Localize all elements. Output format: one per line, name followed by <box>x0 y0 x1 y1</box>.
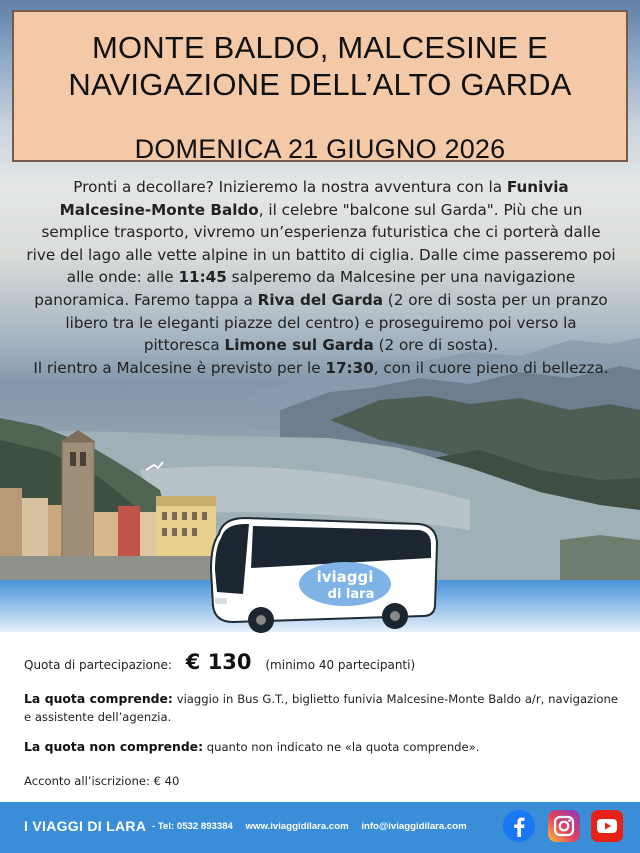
bus-illustration <box>205 510 445 638</box>
youtube-icon[interactable] <box>590 809 624 843</box>
bus-logo <box>299 562 391 606</box>
intro-text-3: salperemo da Malcesine per una navigazione panoramica. Faremo tappa a <box>34 268 576 309</box>
intro-paragraph <box>26 176 616 379</box>
event-date: DOMENICA 21 GIUGNO 2026 <box>134 134 506 164</box>
excludes-label: La quota non comprende: <box>24 739 204 754</box>
title-banner <box>12 10 628 162</box>
excludes-text: quanto non indicato ne «la quota comprende». <box>203 740 480 754</box>
title-line-1: MONTE BALDO, MALCESINE E <box>91 30 549 65</box>
bus-logo-line-1: iviaggi <box>316 568 374 586</box>
intro-highlight-funivia: Funivia Malcesine-Monte Baldo <box>59 178 569 219</box>
footer <box>0 802 640 853</box>
intro-highlight-departure-time: 11:45 <box>178 268 227 287</box>
website-link[interactable]: www.iviaggidilara.com <box>245 821 349 832</box>
title-line-2: NAVIGAZIONE DELL’ALTO GARDA <box>68 67 572 102</box>
contact-info <box>152 821 477 832</box>
deposit-text: Acconto all’iscrizione: € 40 <box>24 774 180 788</box>
intro-text-5: (2 ore di sosta). <box>373 336 499 355</box>
email-link[interactable]: info@iviaggidilara.com <box>361 821 467 832</box>
intro-text-2: , il celebre "balcone sul Garda". Più che un semplice trasporto, vivremo un’esperienza futuristica che ci porterà dalle rive del lago alle vette alpine in un battito di ciglia. Dalle cime passeremo poi alle onde: alle <box>26 200 616 287</box>
intro-text-1: Pronti a decollare? Inizieremo la nostra avventura con la <box>73 178 507 196</box>
price-row <box>24 650 618 674</box>
intro-highlight-limone: Limone sul Garda <box>224 336 374 355</box>
bus-logo-line-2: di lara <box>327 587 375 602</box>
price-note: (minimo 40 partecipanti) <box>265 658 416 672</box>
excludes-section <box>24 738 618 756</box>
price-label: Quota di partecipazione: <box>24 658 172 672</box>
price-amount: € 130 <box>185 650 252 674</box>
intro-text-4: (2 ore di sosta per un pranzo libero tra le eleganti piazze del centro) e proseguiremo poi verso la pittoresca <box>65 290 608 355</box>
includes-section <box>24 690 618 726</box>
phone-number[interactable]: - Tel: 0532 893384 <box>152 821 233 832</box>
includes-text: viaggio in Bus G.T., biglietto funivia Malcesine-Monte Baldo a/r, navigazione e assistente dell’agenzia. <box>24 692 619 724</box>
intro-highlight-riva: Riva del Garda <box>257 290 383 309</box>
intro-highlight-return-time: 17:30 <box>325 358 374 377</box>
includes-label: La quota comprende: <box>24 691 173 706</box>
intro-text-6: Il rientro a Malcesine è previsto per le <box>33 358 326 377</box>
instagram-icon[interactable] <box>547 809 581 843</box>
facebook-icon[interactable] <box>502 809 536 843</box>
brand-name: I VIAGGI DI LARA <box>24 818 147 834</box>
intro-text-7: , con il cuore pieno di bellezza. <box>373 358 609 377</box>
